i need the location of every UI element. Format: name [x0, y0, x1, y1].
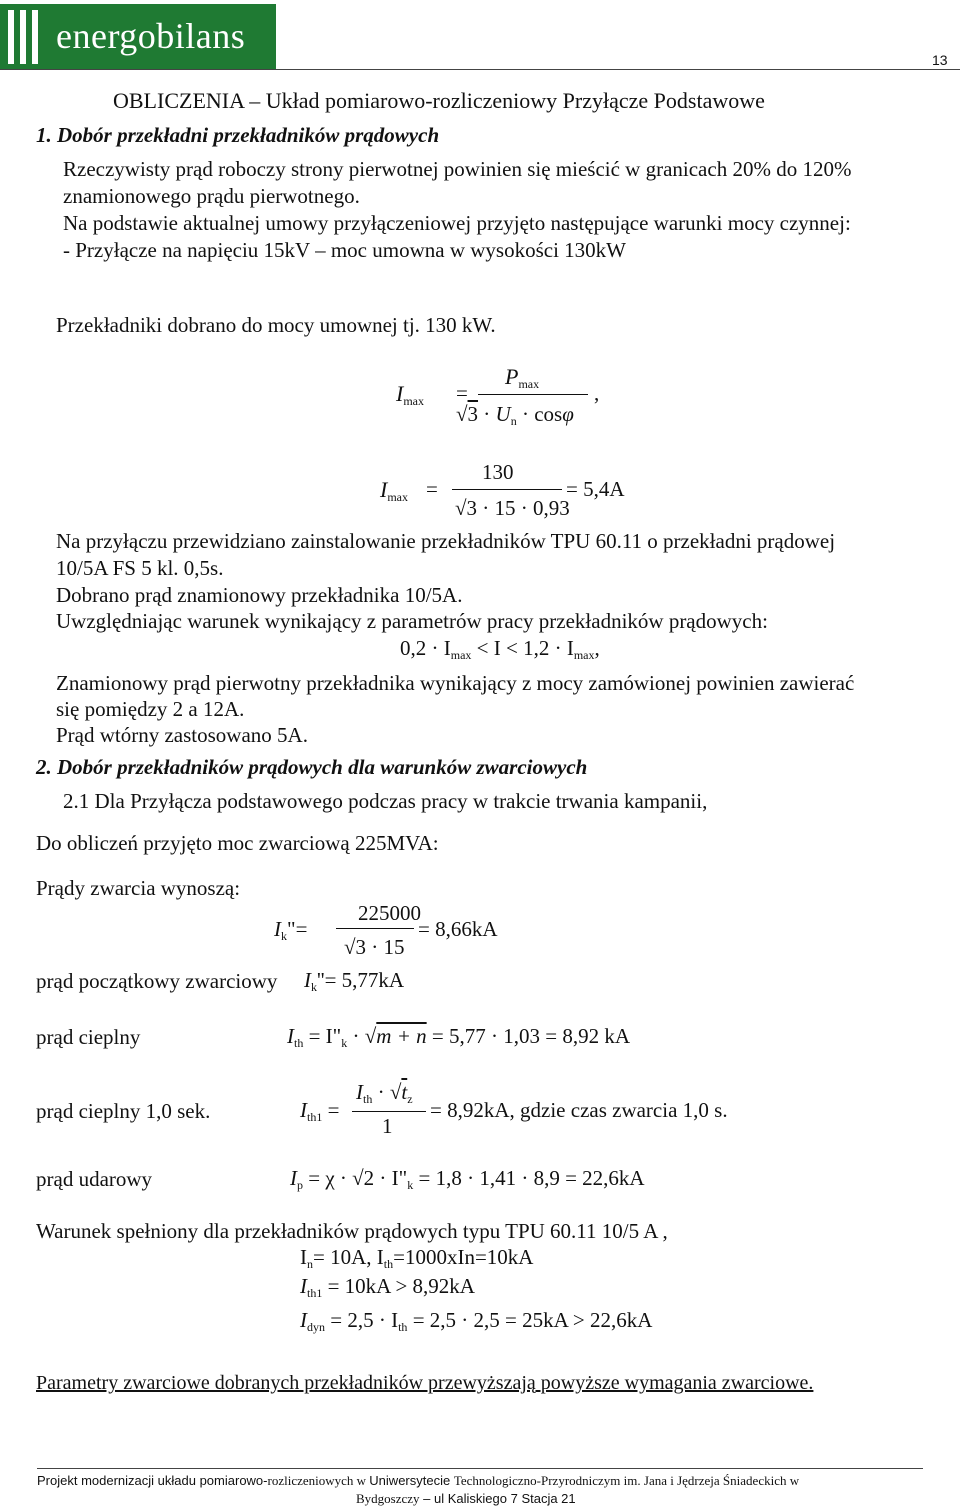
page-title: OBLICZENIA – Układ pomiarowo-rozliczeniowy Przyłącze Podstawowe — [113, 88, 765, 113]
pocz-label: prąd początkowy zwarciowy — [36, 969, 278, 993]
s1-p7-line1: Znamionowy prąd pierwotny przekładnika wynikający z mocy zamówionej powinien zawierać — [56, 671, 855, 695]
footer-line2: Bydgoszczy – ul Kaliskiego 7 Stacja 21 — [356, 1491, 576, 1506]
warunek-line1: Warunek spełniony dla przekładników prądowych typu TPU 60.11 10/5 A , — [36, 1219, 668, 1243]
check-ith1: $I_{th1} = 10kA > 8,92kA$ — [300, 1274, 475, 1300]
check-idyn: $I_{dyn} = 2,5 \cdot I_{th} = 2,5 \cdot 2,5 = 25kA > 22,6kA$ — [300, 1308, 653, 1334]
brand-name: energobilans — [56, 16, 246, 56]
equation-range: $0,2 \cdot I_{max} < I < 1,2 \cdot I_{max}$, — [400, 636, 600, 662]
equation-udar: $I_p = \chi \cdot √2$ · $I"_k = 1,8 \cdot 1,41 \cdot 8,9 = 22,6kA$ — [290, 1166, 645, 1192]
equation-cieplny: $I_{th}$ = $I"_k \cdot √m + n = 5,77 \cdot 1,03 = 8,92$ kA — [287, 1024, 630, 1050]
section1-heading: 1. Dobór przekładni przekładników prądowych — [36, 123, 440, 147]
s2-p1: 2.1 Dla Przyłącza podstawowego podczas pracy w trakcie trwania kampanii, — [63, 789, 708, 813]
sqrt-icon: √ — [344, 935, 356, 959]
conclusion: Parametry zwarciowe dobranych przekładników przewyższają powyższe wymagania zwarciowe. — [36, 1372, 814, 1394]
footer-divider — [37, 1468, 923, 1469]
footer-line1: Projekt modernizacji układu pomiarowo-rozliczeniowych w Uniwersytecie Technologiczno-Przyrodniczym im. Jana i Jędrzeja Śniadeckich w — [37, 1473, 800, 1488]
s1-p4-line2: 10/5A FS 5 kl. 0,5s. — [56, 556, 224, 580]
s1-p4-line1: Na przyłączu przewidziano zainstalowanie przekładników TPU 60.11 o przekładni prądowej — [56, 529, 836, 553]
s1-p2-line2: - Przyłącze na napięciu 15kV – moc umowna w wysokości 130kW — [63, 238, 626, 262]
cieplny1-label: prąd cieplny 1,0 sek. — [36, 1099, 211, 1123]
sqrt-icon: √ — [455, 496, 467, 520]
s1-p5: Dobrano prąd znamionowy przekładnika 10/5A. — [56, 583, 463, 607]
s1-p1-line1: Rzeczywisty prąd roboczy strony pierwotnej powinien się mieścić w granicach 20% do 120% — [63, 157, 852, 181]
header-divider — [0, 69, 960, 70]
s1-p3: Przekładniki dobrano do mocy umownej tj. 130 kW. — [56, 313, 496, 337]
page-number: 13 — [932, 52, 948, 68]
s2-p2: Do obliczeń przyjęto moc zwarciową 225MVA: — [36, 831, 439, 855]
s1-p1-line2: znamionowego prądu pierwotnego. — [63, 184, 360, 208]
s1-p6: Uwzględniając warunek wynikający z parametrów pracy przekładników prądowych: — [56, 609, 768, 633]
s1-p8: Prąd wtórny zastosowano 5A. — [56, 723, 308, 747]
cieplny-label: prąd cieplny — [36, 1025, 141, 1049]
warunek-line2: $I_n= 10A$, $I_{th}=1000xIn=10kA$ — [300, 1245, 534, 1271]
equation-pocz: $I_k''= 5,77kA$ — [304, 968, 405, 994]
udar-label: prąd udarowy — [36, 1167, 153, 1191]
brand-logo — [0, 4, 276, 70]
s1-p7-line2: się pomiędzy 2 a 12A. — [56, 697, 245, 721]
s1-p2-line1: Na podstawie aktualnej umowy przyłączeniowej przyjęto następujące warunki mocy czynnej: — [63, 211, 851, 235]
s2-p3: Prądy zwarcia wynoszą: — [36, 876, 241, 900]
section2-heading: 2. Dobór przekładników prądowych dla warunków zwarciowych — [36, 755, 588, 779]
sqrt-icon: √ — [456, 402, 468, 426]
